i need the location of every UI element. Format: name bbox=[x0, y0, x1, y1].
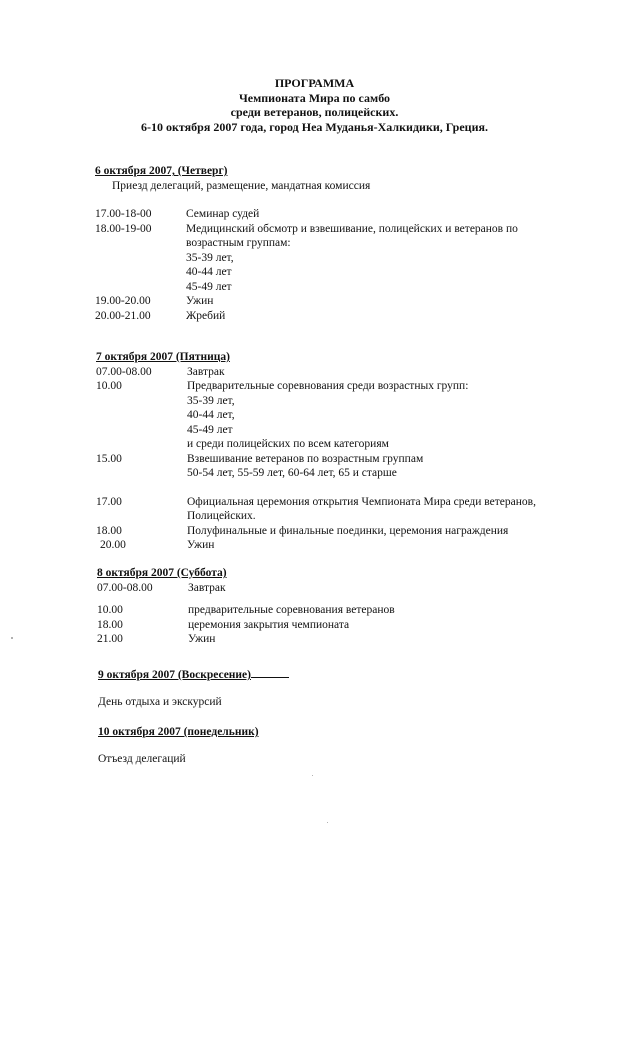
day-section-oct8 bbox=[0, 566, 629, 647]
schedule-desc: Медицинский обсмотр и взвешивание, полицейских и ветеранов по bbox=[186, 222, 518, 235]
schedule-time: 21.00 bbox=[97, 633, 123, 645]
schedule-desc: 45-49 лет bbox=[186, 280, 232, 293]
schedule-time: 07.00-08.00 bbox=[96, 365, 152, 378]
day-heading: 8 октября 2007 (Суббота) bbox=[97, 567, 227, 579]
schedule-row bbox=[0, 538, 629, 553]
schedule-desc: предварительные соревнования ветеранов bbox=[188, 604, 395, 616]
schedule-time: 18.00 bbox=[96, 524, 122, 537]
schedule-desc: 35-39 лет, bbox=[187, 394, 235, 407]
schedule-time: 15.00 bbox=[96, 452, 122, 465]
schedule-time: 10.00 bbox=[97, 604, 123, 616]
schedule-row bbox=[0, 294, 629, 309]
schedule-row-cont bbox=[0, 423, 629, 438]
schedule-row bbox=[0, 365, 629, 380]
schedule-time: 17.00-18-00 bbox=[95, 208, 152, 220]
scan-speck bbox=[312, 775, 313, 776]
schedule-row bbox=[0, 495, 629, 510]
day-heading: 6 октября 2007, (Четверг) bbox=[95, 165, 228, 177]
schedule-desc: 40-44 лет, bbox=[187, 409, 235, 421]
schedule-desc: 45-49 лет bbox=[187, 423, 233, 436]
scan-speck bbox=[11, 637, 13, 639]
schedule-desc: Ужин bbox=[188, 633, 216, 645]
schedule-row-cont bbox=[0, 265, 629, 280]
day-intro: Приезд делегаций, размещение, мандатная комиссия bbox=[112, 179, 371, 192]
schedule-desc: 40-44 лет bbox=[186, 266, 232, 278]
schedule-row bbox=[0, 524, 629, 539]
schedule-desc: Официальная церемония открытия Чемпионата Мира среди ветеранов, bbox=[187, 495, 536, 508]
document-title: ПРОГРАММА bbox=[274, 76, 355, 90]
day-heading: 7 октября 2007 (Пятница) bbox=[96, 351, 230, 363]
schedule-desc: Ужин bbox=[187, 539, 215, 551]
schedule-desc: Жребий bbox=[186, 309, 226, 322]
schedule-row-cont bbox=[0, 280, 629, 295]
schedule-row-cont bbox=[0, 394, 629, 409]
schedule-time: 18.00-19-00 bbox=[95, 222, 152, 235]
day-section-oct10 bbox=[0, 725, 629, 766]
schedule-desc: Завтрак bbox=[187, 365, 225, 378]
schedule-time: 17.00 bbox=[96, 495, 122, 508]
schedule-row-cont bbox=[0, 251, 629, 266]
schedule-row bbox=[0, 309, 629, 324]
schedule-row bbox=[0, 618, 629, 633]
day-heading: 9 октября 2007 (Воскресение) bbox=[98, 669, 251, 681]
schedule-time: 10.00 bbox=[96, 380, 122, 392]
day-section-oct7 bbox=[0, 350, 629, 553]
championship-name: Чемпионата Мира по самбо bbox=[238, 90, 391, 105]
schedule-row bbox=[0, 222, 629, 237]
day-section-oct6 bbox=[0, 164, 629, 323]
schedule-time: 18.00 bbox=[97, 618, 123, 631]
schedule-desc: Предварительные соревнования среди возрастных групп: bbox=[187, 380, 469, 392]
schedule-desc: и среди полицейских по всем категориям bbox=[187, 438, 389, 450]
schedule-desc: возрастным группам: bbox=[186, 237, 291, 249]
schedule-row bbox=[0, 452, 629, 467]
participants-line: среди ветеранов, полицейских. bbox=[230, 105, 399, 119]
schedule-row-cont bbox=[0, 408, 629, 423]
schedule-desc: Завтрак bbox=[188, 581, 226, 594]
day-text: Отъезд делегаций bbox=[98, 752, 186, 765]
schedule-time: 20.00-21.00 bbox=[95, 309, 151, 322]
dates-location-line: 6-10 октября 2007 года, город Неа Муданья-Халкидики, Греция. bbox=[141, 119, 488, 134]
schedule-desc: Взвешивание ветеранов по возрастным группам bbox=[187, 452, 424, 465]
schedule-row bbox=[0, 632, 629, 647]
schedule-row bbox=[0, 207, 629, 222]
schedule-desc: Ужин bbox=[186, 295, 214, 307]
schedule-time: 20.00 bbox=[100, 539, 126, 551]
schedule-desc: Полицейских. bbox=[187, 510, 256, 522]
day-text: День отдыха и экскурсий bbox=[98, 695, 222, 708]
schedule-row-cont bbox=[0, 236, 629, 251]
schedule-time: 07.00-08.00 bbox=[97, 581, 153, 594]
schedule-time: 19.00-20.00 bbox=[95, 295, 151, 307]
day-heading: 10 октября 2007 (понедельник) bbox=[98, 726, 259, 738]
schedule-desc: церемония закрытия чемпионата bbox=[188, 618, 350, 631]
schedule-row-cont bbox=[0, 437, 629, 452]
schedule-desc: Семинар судей bbox=[186, 208, 260, 220]
schedule-row-cont bbox=[0, 466, 629, 481]
schedule-row bbox=[0, 581, 629, 596]
scan-speck bbox=[327, 822, 328, 823]
day-section-oct9 bbox=[0, 666, 629, 709]
schedule-row-cont bbox=[0, 509, 629, 524]
schedule-desc: 50-54 лет, 55-59 лет, 60-64 лет, 65 и старше bbox=[187, 467, 397, 479]
schedule-desc: 35-39 лет, bbox=[186, 251, 234, 264]
schedule-row bbox=[0, 379, 629, 394]
schedule-row bbox=[0, 603, 629, 618]
schedule-desc: Полуфинальные и финальные поединки, церемония награждения bbox=[187, 524, 509, 537]
document-header bbox=[0, 76, 629, 134]
heading-underline-extension bbox=[251, 666, 289, 678]
